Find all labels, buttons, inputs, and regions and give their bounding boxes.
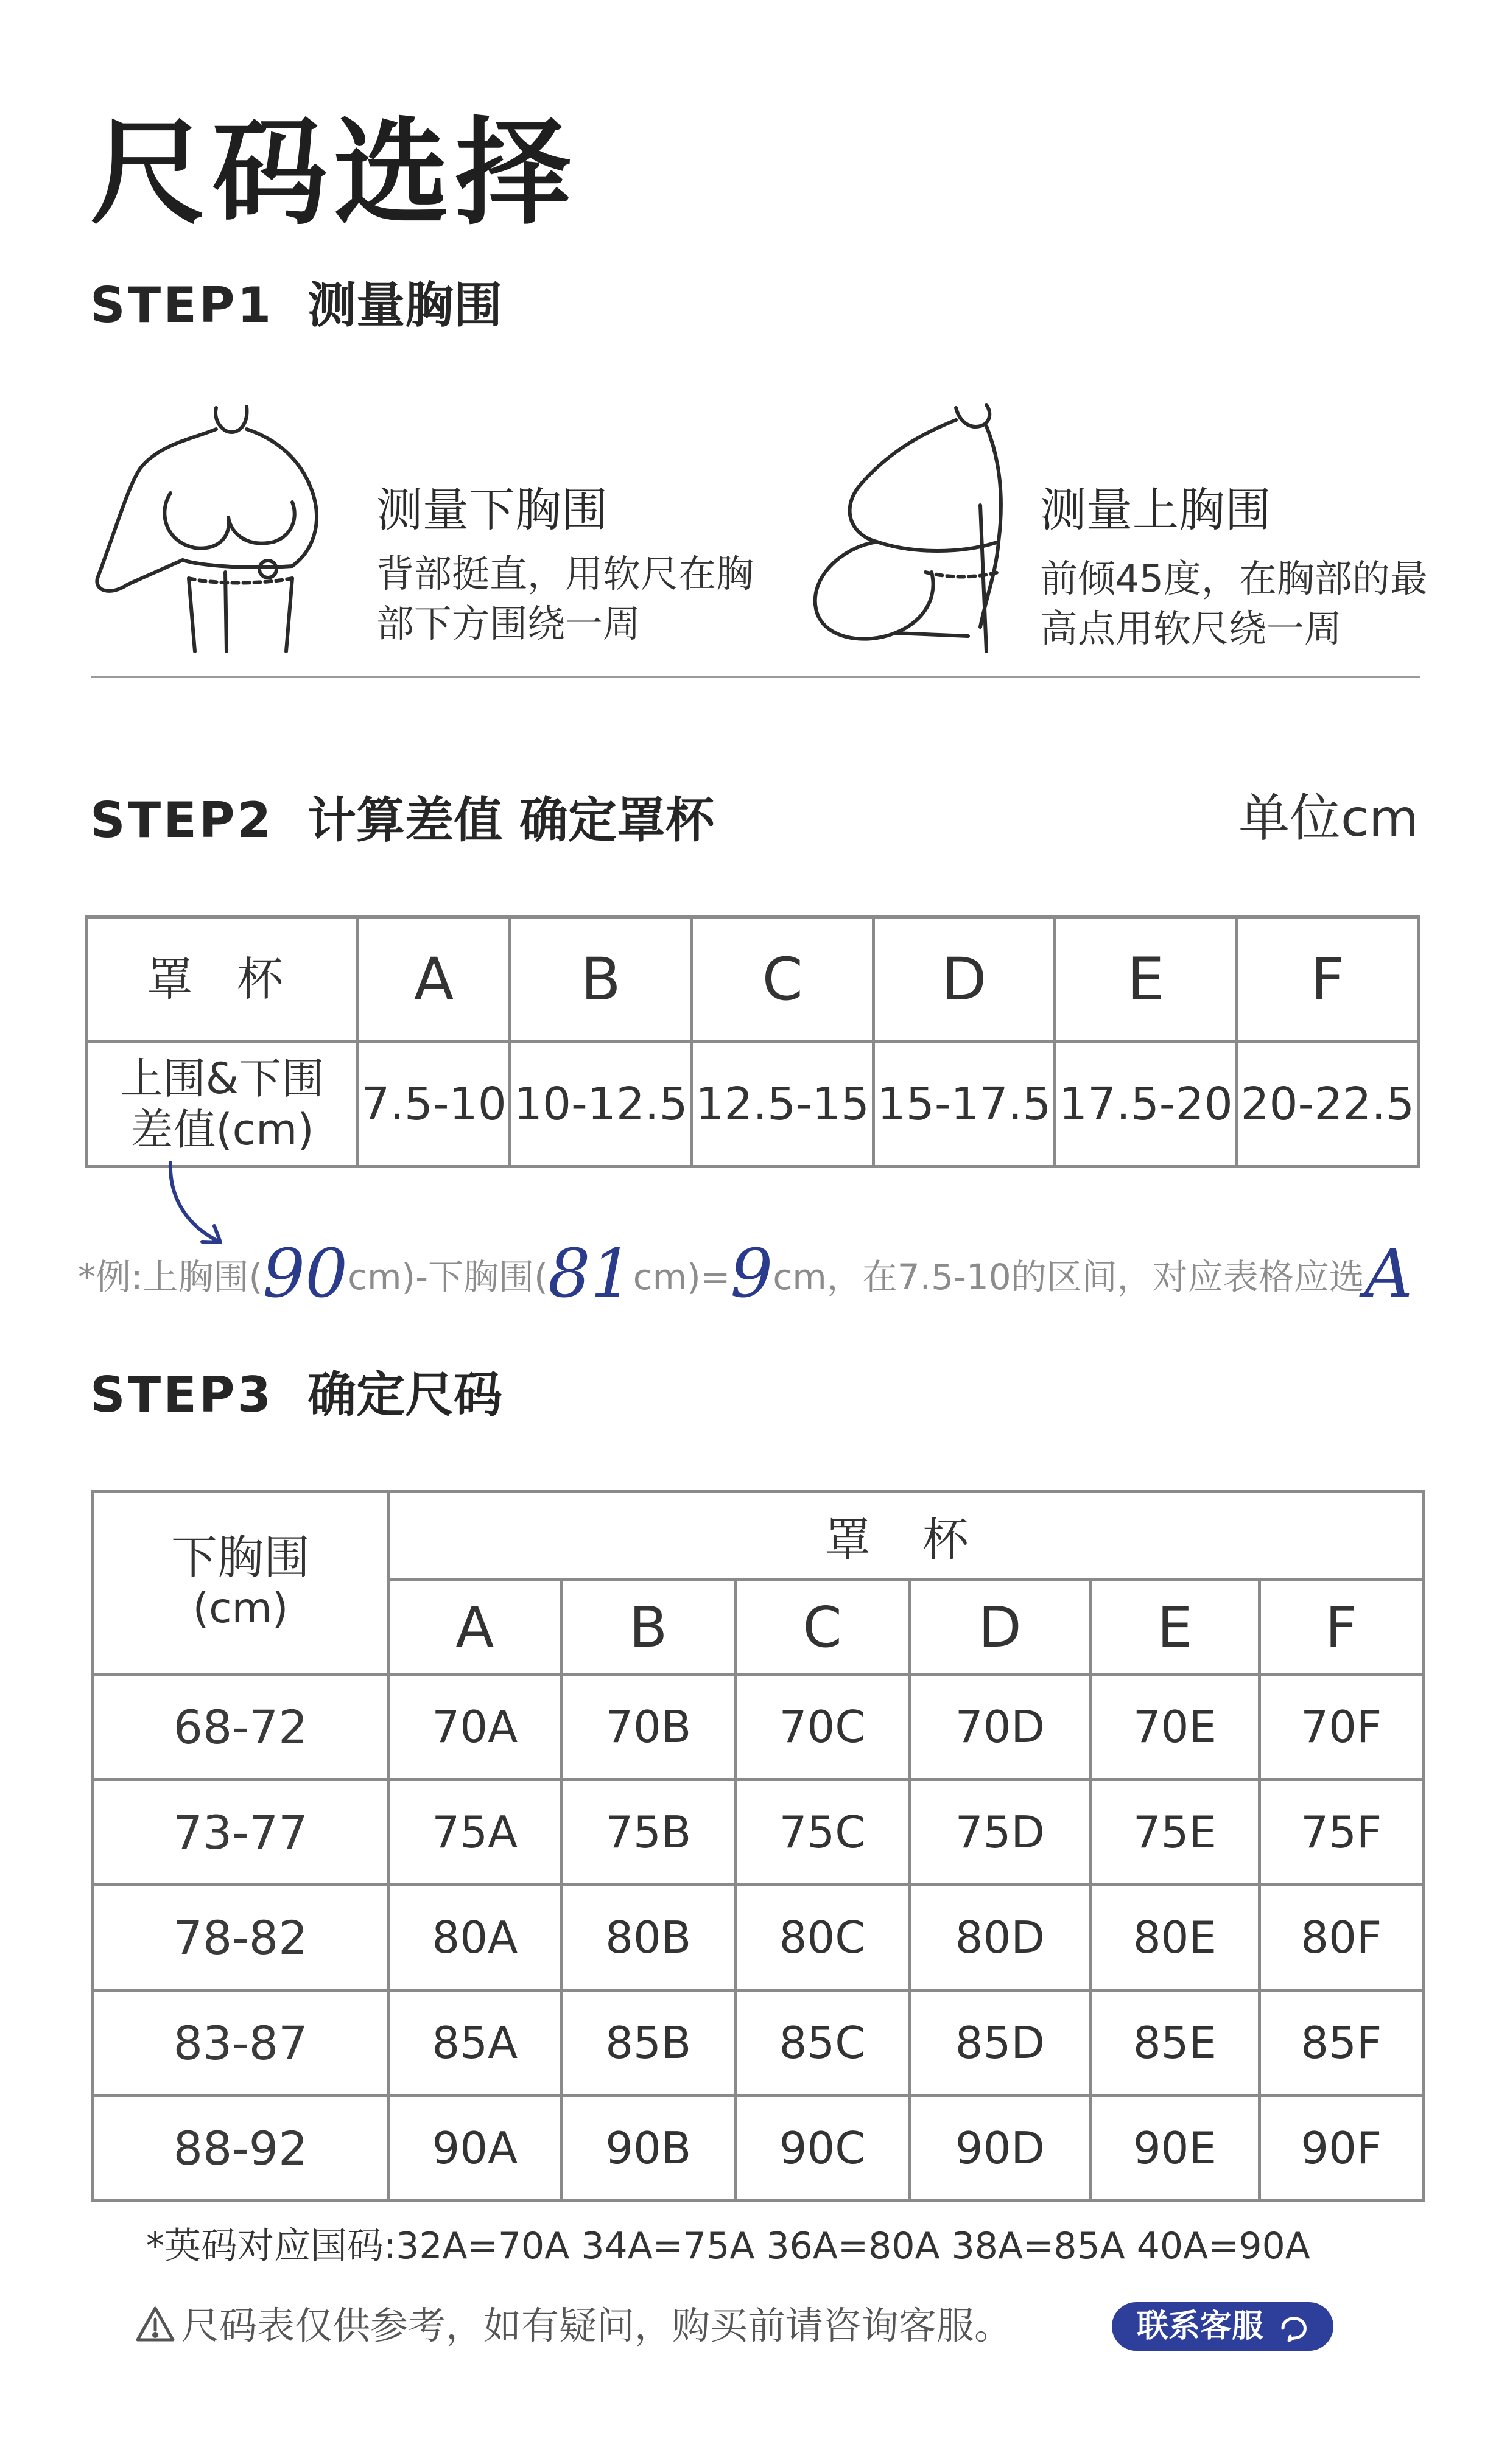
size-cell: 90C xyxy=(735,2096,910,2201)
cup-column-header: F xyxy=(1259,1580,1423,1675)
cup-column-header: C xyxy=(735,1580,910,1675)
range-cell: 10-12.5 xyxy=(510,1042,692,1167)
size-cell: 90A xyxy=(388,2096,562,2201)
band-cell: 88-92 xyxy=(93,2096,388,2201)
table-row xyxy=(87,1042,1419,1167)
example-note xyxy=(78,1234,1413,1314)
upper-bust-illustration-icon xyxy=(804,396,1035,663)
range-cell: 17.5-20 xyxy=(1055,1042,1237,1167)
size-cell: 85D xyxy=(910,1990,1090,2096)
example-cup-value: A xyxy=(1364,1234,1413,1312)
cup-column-header: B xyxy=(561,1580,735,1675)
size-cell: 80B xyxy=(561,1885,735,1990)
size-cell: 80D xyxy=(910,1885,1090,1990)
step2-heading xyxy=(90,792,714,849)
size-cell: 70B xyxy=(561,1675,735,1780)
band-cell: 83-87 xyxy=(93,1990,388,2096)
example-lower-value: 81 xyxy=(547,1234,633,1312)
size-cell: 70F xyxy=(1259,1675,1423,1780)
difference-header-line1: 上围&下围 xyxy=(120,1054,325,1104)
band-cell: 73-77 xyxy=(93,1780,388,1885)
size-chart-table xyxy=(91,1490,1425,2202)
example-upper-value: 90 xyxy=(262,1234,348,1312)
size-cell: 85A xyxy=(388,1990,562,2096)
range-cell: 12.5-15 xyxy=(692,1042,873,1167)
upper-bust-title: 测量上胸围 xyxy=(1040,483,1271,537)
size-cell: 75A xyxy=(388,1780,562,1885)
size-cell: 75C xyxy=(735,1780,910,1885)
table-row xyxy=(93,1990,1424,2096)
cup-column-header: D xyxy=(910,1580,1090,1675)
cup-difference-table xyxy=(85,915,1420,1168)
band-cell: 78-82 xyxy=(93,1885,388,1990)
step2-label: STEP2 xyxy=(90,792,274,849)
size-cell: 85B xyxy=(561,1990,735,2096)
cup-cell: E xyxy=(1055,917,1237,1042)
size-cell: 70A xyxy=(388,1675,562,1780)
table-row xyxy=(87,917,1419,1042)
range-cell: 15-17.5 xyxy=(873,1042,1055,1167)
contact-service-button[interactable] xyxy=(1112,2302,1333,2351)
cup-row-header: 罩 杯 xyxy=(87,917,358,1042)
size-cell: 80F xyxy=(1259,1885,1423,1990)
size-cell: 90B xyxy=(561,2096,735,2201)
contact-service-label: 联系客服 xyxy=(1136,2308,1263,2345)
size-cell: 75D xyxy=(910,1780,1090,1885)
cup-cell: D xyxy=(873,917,1055,1042)
lower-bust-description: 背部挺直，用软尺在胸部下方围绕一周 xyxy=(376,551,754,646)
range-cell: 20-22.5 xyxy=(1237,1042,1418,1167)
step2-title: 计算差值 确定罩杯 xyxy=(307,792,714,849)
band-header xyxy=(93,1492,388,1675)
size-cell: 80A xyxy=(388,1885,562,1990)
cup-column-header: E xyxy=(1090,1580,1259,1675)
example-text-1: *例:上胸围( xyxy=(78,1256,263,1298)
size-cell: 75F xyxy=(1259,1780,1423,1885)
size-cell: 80E xyxy=(1090,1885,1259,1990)
lower-bust-title: 测量下胸围 xyxy=(376,483,608,537)
difference-row-header xyxy=(87,1042,358,1167)
step1-heading xyxy=(90,277,503,334)
size-cell: 70E xyxy=(1090,1675,1259,1780)
size-cell: 85F xyxy=(1259,1990,1423,2096)
band-cell: 68-72 xyxy=(93,1675,388,1780)
table-row xyxy=(93,1885,1424,1990)
size-cell: 90D xyxy=(910,2096,1090,2201)
difference-header-line2: 差值(cm) xyxy=(130,1105,314,1155)
cup-cell: B xyxy=(510,917,692,1042)
size-cell: 90E xyxy=(1090,2096,1259,2201)
step1-label: STEP1 xyxy=(90,277,274,334)
example-text-4: cm，在7.5-10的区间，对应表格应选 xyxy=(773,1256,1364,1298)
step3-heading xyxy=(90,1367,503,1423)
band-header-unit: (cm) xyxy=(192,1584,289,1633)
table-row xyxy=(93,1492,1424,1580)
range-cell: 7.5-10 xyxy=(358,1042,510,1167)
size-cell: 85E xyxy=(1090,1990,1259,2096)
chat-bubble-icon xyxy=(1278,2315,1308,2342)
cup-column-header: A xyxy=(388,1580,562,1675)
size-cell: 80C xyxy=(735,1885,910,1990)
table-row xyxy=(93,1780,1424,1885)
cup-cell: F xyxy=(1237,917,1418,1042)
size-cell: 75E xyxy=(1090,1780,1259,1885)
cup-cell: A xyxy=(358,917,510,1042)
section-divider xyxy=(91,676,1420,678)
unit-label: 单位cm xyxy=(1238,788,1419,848)
step3-title: 确定尺码 xyxy=(307,1367,503,1423)
step1-title: 测量胸围 xyxy=(307,277,503,334)
table-row xyxy=(93,2096,1424,2201)
lower-bust-illustration-icon xyxy=(91,396,359,663)
table-row xyxy=(93,1675,1424,1780)
cup-cell: C xyxy=(692,917,873,1042)
disclaimer-text: 尺码表仅供参考，如有疑问，购买前请咨询客服。 xyxy=(181,2303,1013,2348)
warning-icon xyxy=(135,2305,175,2345)
example-text-3: cm)= xyxy=(633,1256,731,1298)
upper-bust-description: 前倾45度，在胸部的最高点用软尺绕一周 xyxy=(1040,556,1428,651)
size-cell: 70D xyxy=(910,1675,1090,1780)
size-cell: 85C xyxy=(735,1990,910,2096)
step3-label: STEP3 xyxy=(90,1367,274,1423)
size-cell: 90F xyxy=(1259,2096,1423,2201)
example-difference-value: 9 xyxy=(730,1234,773,1312)
cup-header: 罩 杯 xyxy=(388,1492,1424,1580)
example-text-2: cm)-下胸围( xyxy=(348,1256,548,1298)
page-title: 尺码选择 xyxy=(90,106,578,240)
international-size-note: *英码对应国码:32A=70A 34A=75A 36A=80A 38A=85A 40A=90A xyxy=(146,2225,1310,2267)
band-header-label: 下胸围 xyxy=(171,1530,310,1584)
size-cell: 75B xyxy=(561,1780,735,1885)
size-cell: 70C xyxy=(735,1675,910,1780)
